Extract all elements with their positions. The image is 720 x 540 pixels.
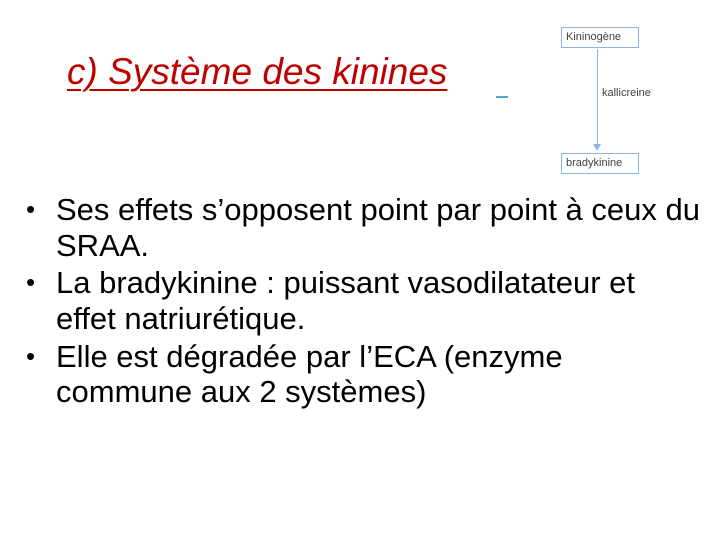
bullet-text: Ses effets s’opposent point par point à ceux du SRAA. bbox=[56, 192, 700, 263]
bullet-dot-icon: • bbox=[26, 194, 36, 224]
diagram-node-kininogene: Kininogène bbox=[561, 27, 639, 48]
bullet-item bbox=[0, 192, 701, 263]
bullet-item bbox=[0, 265, 701, 336]
diagram-arrow-line bbox=[597, 49, 598, 147]
slide-title: c) Système des kinines bbox=[67, 51, 448, 92]
bullet-dot-icon: • bbox=[26, 267, 36, 298]
diagram-node-bradykinine: bradykinine bbox=[561, 153, 639, 174]
title-underline-tail bbox=[496, 96, 508, 98]
diagram-enzyme-label: kallicreine bbox=[602, 87, 651, 99]
kinin-diagram bbox=[556, 22, 686, 180]
arrow-down-icon bbox=[593, 144, 601, 151]
bullet-dot-icon: • bbox=[26, 340, 36, 371]
bullet-item bbox=[0, 339, 701, 410]
bullet-list bbox=[0, 192, 720, 412]
bullet-text: La bradykinine : puissant vasodilatateur et effet natriurétique. bbox=[56, 265, 636, 336]
bullet-text: Elle est dégradée par l’ECA (enzyme commune aux 2 systèmes) bbox=[56, 338, 563, 410]
